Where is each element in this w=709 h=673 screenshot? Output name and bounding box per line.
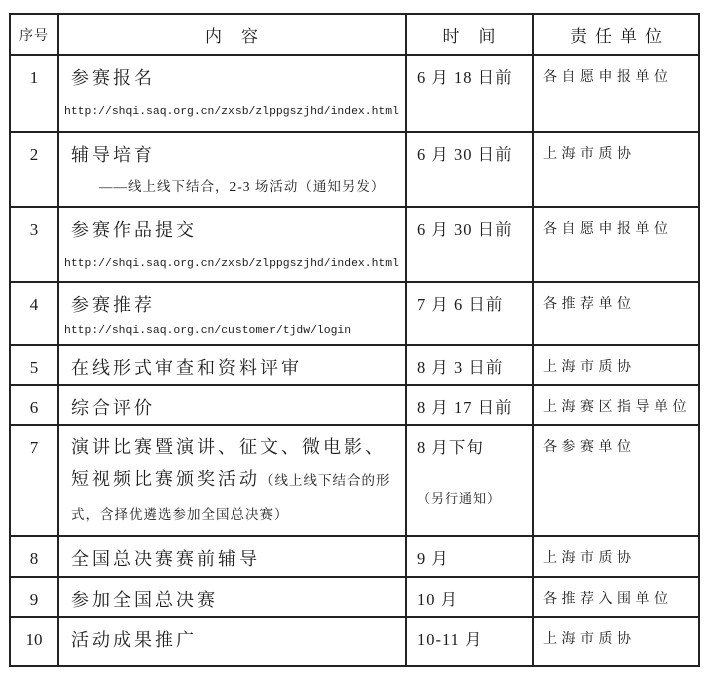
unit-value: 上海赛区指导单位 xyxy=(543,400,691,415)
no-cell xyxy=(10,385,58,425)
time-cell xyxy=(406,207,533,282)
unit-cell xyxy=(533,385,699,425)
header-content: 内 容 xyxy=(58,14,406,55)
time-value: 9 月 xyxy=(417,549,449,568)
schedule-table xyxy=(9,13,700,667)
content-main: 参加全国总决赛 xyxy=(71,590,218,610)
row-number: 5 xyxy=(29,358,39,377)
header-unit: 责任单位 xyxy=(533,14,699,55)
content-main: 活动成果推广 xyxy=(71,630,197,650)
table-row xyxy=(10,536,699,577)
time-value: 6 月 18 日前 xyxy=(417,68,513,87)
row-number: 4 xyxy=(29,295,39,314)
content-main: 参赛作品提交 xyxy=(71,220,197,240)
content-main: 在线形式审查和资料评审 xyxy=(71,358,302,378)
content-cell xyxy=(58,345,406,385)
unit-cell xyxy=(533,207,699,282)
content-main: 综合评价 xyxy=(71,398,155,418)
content-note: ——线上线下结合，2-3 场活动（通知另发） xyxy=(99,179,386,194)
unit-value: 各推荐单位 xyxy=(543,297,636,312)
table-row xyxy=(10,282,699,345)
time-value: 8 月下旬 xyxy=(417,438,484,457)
unit-value: 上海市质协 xyxy=(543,360,636,375)
unit-value: 上海市质协 xyxy=(543,147,636,162)
unit-cell xyxy=(533,617,699,666)
row-number: 8 xyxy=(29,549,39,568)
content-cell xyxy=(58,536,406,577)
content-url: http://shqi.saq.org.cn/zxsb/zlppgszjhd/index.html xyxy=(64,106,399,118)
no-cell xyxy=(10,282,58,345)
content-cell xyxy=(58,132,406,207)
row-number: 2 xyxy=(29,145,39,164)
content-cell xyxy=(58,577,406,617)
unit-value: 各自愿申报单位 xyxy=(543,70,673,85)
row-number: 10 xyxy=(25,630,43,649)
unit-cell xyxy=(533,282,699,345)
time-value: 7 月 6 日前 xyxy=(417,295,504,314)
unit-value: 上海市质协 xyxy=(543,551,636,566)
table-row xyxy=(10,385,699,425)
time-cell xyxy=(406,345,533,385)
no-cell xyxy=(10,536,58,577)
content-cell xyxy=(58,385,406,425)
time-cell xyxy=(406,617,533,666)
time-value: 6 月 30 日前 xyxy=(417,145,513,164)
no-cell xyxy=(10,345,58,385)
row-number: 3 xyxy=(29,220,39,239)
time-note: （另行通知） xyxy=(417,491,502,506)
time-cell xyxy=(406,132,533,207)
no-cell xyxy=(10,132,58,207)
time-value: 8 月 17 日前 xyxy=(417,398,513,417)
row-number: 1 xyxy=(29,68,39,87)
content-url: http://shqi.saq.org.cn/customer/tjdw/login xyxy=(64,325,352,337)
table-row xyxy=(10,132,699,207)
time-value: 10-11 月 xyxy=(417,630,483,649)
row-number: 6 xyxy=(29,398,39,417)
table-row xyxy=(10,345,699,385)
unit-value: 各推荐入围单位 xyxy=(543,592,673,607)
time-cell xyxy=(406,536,533,577)
time-value: 6 月 30 日前 xyxy=(417,220,513,239)
unit-cell xyxy=(533,536,699,577)
table-row xyxy=(10,617,699,666)
row-number: 9 xyxy=(29,590,39,609)
time-value: 8 月 3 日前 xyxy=(417,358,504,377)
header-row xyxy=(10,14,699,55)
content-inline-note: （线上线下结合的形式，含择优遴选参加全国总决赛） xyxy=(71,473,391,522)
unit-value: 各参赛单位 xyxy=(543,440,636,455)
unit-value: 上海市质协 xyxy=(543,632,636,647)
header-no: 序号 xyxy=(10,14,58,55)
content-main: 全国总决赛赛前辅导 xyxy=(71,549,260,569)
content-url: http://shqi.saq.org.cn/zxsb/zlppgszjhd/index.html xyxy=(64,258,399,270)
content-cell xyxy=(58,207,406,282)
time-cell xyxy=(406,385,533,425)
unit-value: 各自愿申报单位 xyxy=(543,222,673,237)
unit-cell xyxy=(533,425,699,536)
no-cell xyxy=(10,207,58,282)
table-row xyxy=(10,425,699,536)
content-cell xyxy=(58,617,406,666)
no-cell xyxy=(10,55,58,132)
content-cell xyxy=(58,282,406,345)
content-cell xyxy=(58,425,406,536)
no-cell xyxy=(10,617,58,666)
time-cell xyxy=(406,55,533,132)
content-main: 辅导培育 xyxy=(71,145,155,165)
time-cell xyxy=(406,425,533,536)
no-cell xyxy=(10,425,58,536)
unit-cell xyxy=(533,55,699,132)
no-cell xyxy=(10,577,58,617)
time-cell xyxy=(406,282,533,345)
time-value: 10 月 xyxy=(417,590,459,609)
time-cell xyxy=(406,577,533,617)
table-row xyxy=(10,55,699,132)
row-number: 7 xyxy=(29,438,39,457)
table-row xyxy=(10,207,699,282)
unit-cell xyxy=(533,577,699,617)
content-main: 参赛推荐 xyxy=(71,295,155,315)
content-cell xyxy=(58,55,406,132)
unit-cell xyxy=(533,345,699,385)
unit-cell xyxy=(533,132,699,207)
content-main: 演讲比赛暨演讲、征文、微电影、短视频比赛颁奖活动 xyxy=(71,437,386,489)
table-row xyxy=(10,577,699,617)
content-main: 参赛报名 xyxy=(71,68,155,88)
header-time: 时 间 xyxy=(406,14,533,55)
